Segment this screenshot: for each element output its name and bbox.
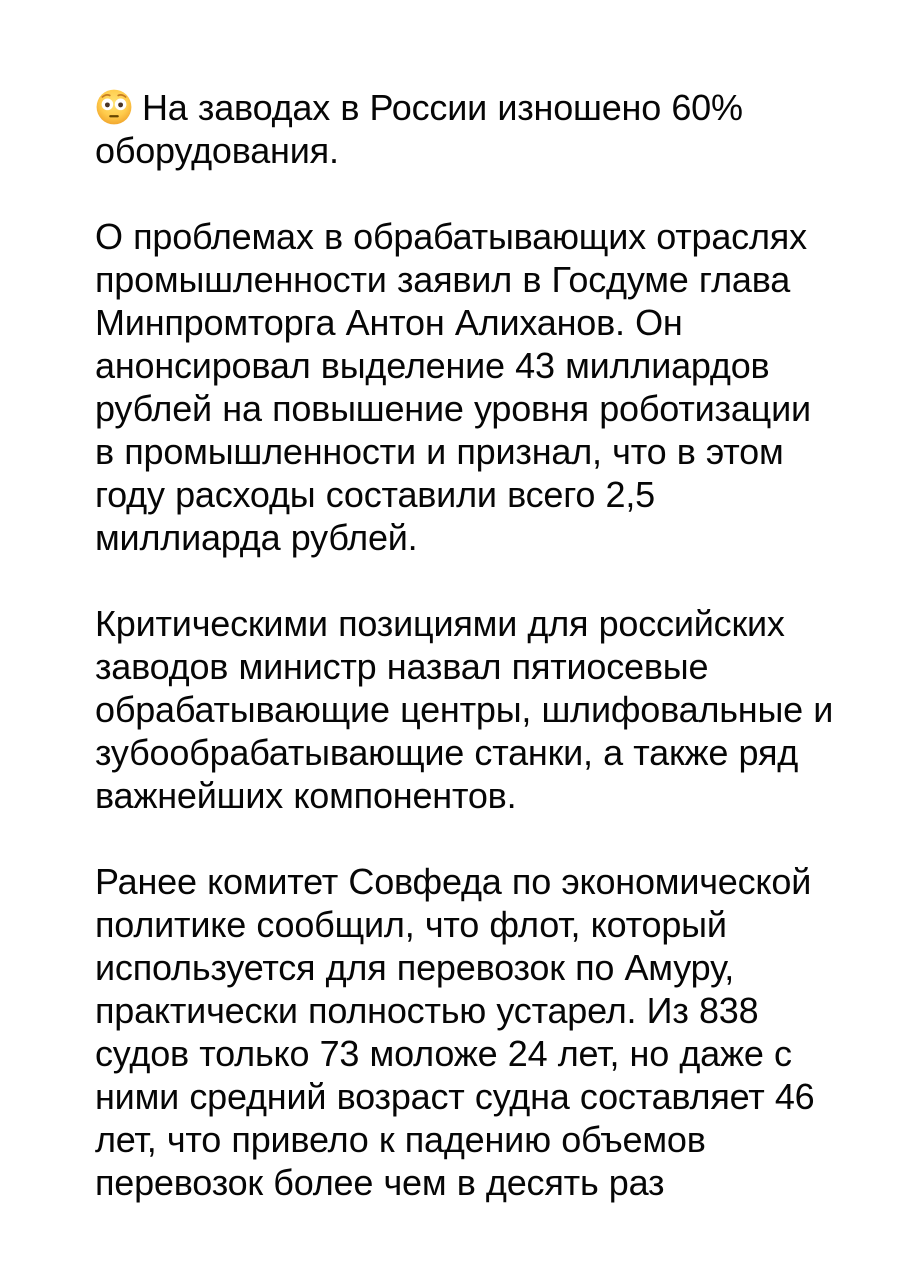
- post-paragraph-critical-positions: Критическими позициями для российских заводов министр назвал пятиосевые обрабатывающие центры, шлифовальные и зубообрабатывающие станки, а также ряд важнейших компонентов.: [95, 603, 834, 816]
- flushed-face-emoji: [95, 88, 133, 126]
- post-paragraph-amur-fleet: Ранее комитет Совфеда по экономической политике сообщил, что флот, который используется для перевозок по Амуру, практически полностью устарел. Из 838 судов только 73 моложе 24 лет, но даже с ними средний возраст судна составляет 46 лет, что привело к падению объемов перевозок более чем в десять раз: [95, 861, 815, 1203]
- post-paragraph-lead: [95, 86, 835, 172]
- post-paragraph-minpromtorg: О проблемах в обрабатывающих отраслях промышленности заявил в Госдуме глава Минпромторга Антон Алиханов. Он анонсировал выделение 43 миллиардов рублей на повышение уровня роботизации в промышленности и признал, что в этом году расходы составили всего 2,5 миллиарда рублей.: [95, 216, 811, 558]
- post-paragraph-lead-text: На заводах в России изношено 60% оборудования.: [95, 87, 743, 171]
